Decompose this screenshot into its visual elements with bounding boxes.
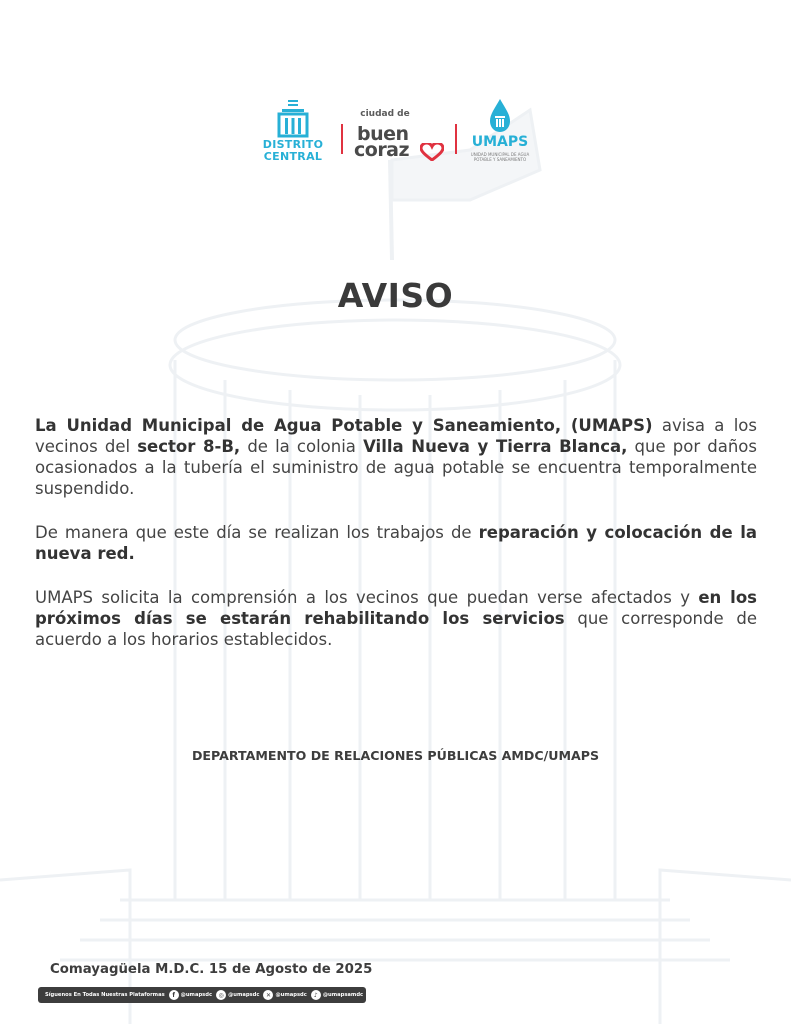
heart-icon: [420, 143, 444, 161]
distrito-label: DISTRITO: [262, 138, 324, 151]
signature-department: DEPARTAMENTO DE RELACIONES PÚBLICAS AMDC/UMAPS: [191, 748, 600, 763]
social-lead-text: Síguenos En Todas Nuestras Plataformas: [45, 992, 165, 998]
header-logos: [254, 98, 544, 170]
water-drop-icon: [464, 98, 536, 134]
social-handle-text: @umapsdc: [275, 992, 307, 998]
bold-text-segment: reparación y colocación de la nueva red.: [35, 523, 757, 563]
umaps-subtitle: UNIDAD MUNICIPAL DE AGUA POTABLE Y SANEAMIENTO: [470, 152, 530, 162]
social-handle-x[interactable]: [263, 990, 306, 1000]
text-segment: avisa a los vecinos del: [35, 416, 757, 456]
text-segment: que corresponde de acuerdo a los horarios establecidos.: [35, 609, 757, 649]
palace-icon: [254, 98, 332, 138]
text-segment: que por daños ocasionados a la tubería el suministro de agua potable se encuentra temporalmente suspendido.: [35, 437, 757, 498]
bold-text-segment: La Unidad Municipal de Agua Potable y Saneamiento, (UMAPS): [35, 416, 653, 435]
social-handle-text: @umapsamdc: [322, 992, 364, 998]
text-segment: UMAPS solicita la comprensión a los vecinos que puedan verse afectados y: [35, 588, 699, 607]
central-label: CENTRAL: [263, 150, 323, 163]
notice-body: [35, 415, 757, 673]
ciudad-de-label: ciudad de: [360, 109, 410, 119]
x-icon: ✕: [263, 990, 273, 1000]
bold-text-segment: sector 8-B,: [137, 437, 241, 456]
corazon-label: coraz: [354, 139, 410, 161]
social-handle-text: @umapsdc: [228, 992, 260, 998]
umaps-logo: [464, 98, 544, 170]
notice-paragraph: [35, 587, 757, 650]
logo-divider: [341, 124, 343, 154]
social-handle-tiktok[interactable]: [311, 990, 363, 1000]
notice-title: AVISO: [337, 276, 454, 315]
logo-divider: [455, 124, 457, 154]
ciudad-buen-corazon-logo: [354, 110, 454, 170]
social-handle-facebook[interactable]: [169, 990, 212, 1000]
bold-text-segment: en los próximos días se estarán rehabilitando los servicios: [35, 588, 757, 628]
distrito-central-logo: [254, 98, 332, 166]
text-segment: de la colonia: [240, 437, 364, 456]
umaps-label: UMAPS: [471, 134, 529, 150]
notice-paragraph: [35, 522, 757, 564]
notice-paragraph: [35, 415, 757, 499]
instagram-icon: ◎: [216, 990, 226, 1000]
buen-label: buen: [357, 123, 409, 145]
social-handle-text: @umapsdc: [180, 992, 213, 998]
text-segment: De manera que este día se realizan los trabajos de: [35, 523, 479, 542]
facebook-icon: f: [169, 990, 179, 1000]
social-handle-instagram[interactable]: [216, 990, 259, 1000]
social-media-bar: [38, 987, 366, 1003]
date-line: Comayagüela M.D.C. 15 de Agosto de 2025: [50, 962, 373, 977]
bold-text-segment: Villa Nueva y Tierra Blanca,: [363, 437, 628, 456]
tiktok-icon: ♪: [311, 990, 321, 1000]
